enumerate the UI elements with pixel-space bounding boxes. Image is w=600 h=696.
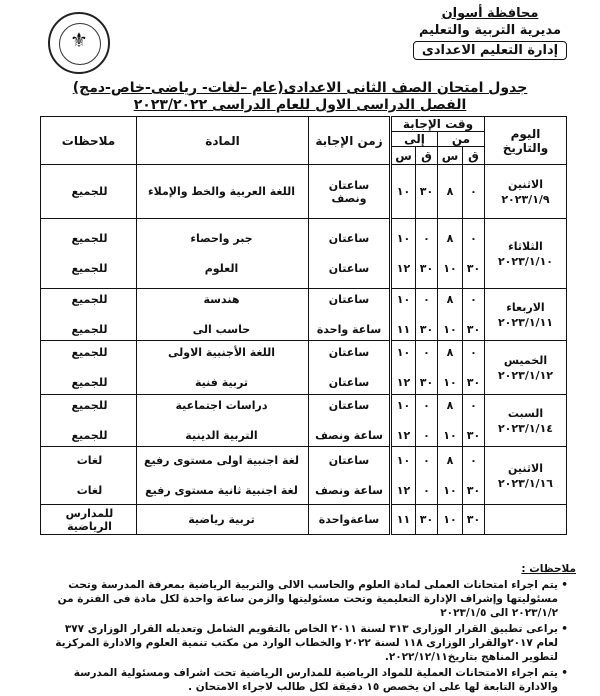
to-minute-cell <box>416 219 438 289</box>
from-minute-value: ٣٠ <box>466 428 481 442</box>
exam-date: ٢٠٢٣/١/١٤ <box>497 421 554 435</box>
notes-value: للجميع <box>71 322 108 336</box>
to-hour-value: ١٢ <box>396 428 411 442</box>
subject-value: اللغة العربية والخط والإملاء <box>147 185 296 198</box>
duration-value: ساعة واحدة <box>316 322 382 336</box>
day-date-cell <box>485 289 567 341</box>
notes-value: للجميع <box>71 398 108 412</box>
schedule-row <box>41 219 567 289</box>
subject-cell <box>137 289 309 341</box>
from-minute-value: ٣٠ <box>466 375 481 389</box>
notes-cell <box>41 289 137 341</box>
from-hour-value: ٨ <box>446 231 454 245</box>
to-minute-value: ٣٠ <box>419 185 434 198</box>
schedule-title <box>0 80 600 114</box>
to-minute-cell <box>416 165 438 219</box>
subject-cell <box>137 505 309 535</box>
from-minute-value: ٣٠ <box>466 261 481 275</box>
from-minute-cell <box>463 165 485 219</box>
notes-value: للجميع <box>71 185 108 198</box>
to-hour-value: ١١ <box>396 322 411 336</box>
from-minute-cell <box>463 447 485 505</box>
from-minute-cell <box>463 395 485 447</box>
header-day-date: اليوم والتاريخ <box>485 117 567 165</box>
subject-value: لغة اجنبية ثانية مستوى رفيع <box>145 483 298 497</box>
to-minute-value: ٣٠ <box>419 261 434 275</box>
day-date-cell <box>485 505 567 535</box>
header-duration: زمن الإجابة <box>309 117 391 165</box>
from-minute-cell <box>463 341 485 395</box>
from-minute-value: ٠ <box>470 292 477 306</box>
notes-cell <box>41 165 137 219</box>
notes-value: لغات <box>76 453 103 467</box>
exam-date: ٢٠٢٣/١/١٦ <box>497 476 554 490</box>
from-hour-value: ٨ <box>446 453 454 467</box>
notes-value: للجميع <box>71 345 108 359</box>
exam-date: ٢٠٢٣/١/١٠ <box>497 254 554 268</box>
from-hour-cell <box>438 289 463 341</box>
header-answer-time: وقت الإجابة <box>391 117 485 132</box>
duration-value: ساعتان <box>328 345 370 359</box>
day-date-cell <box>485 219 567 289</box>
subject-value: اللغة الأجنبية الاولى <box>167 345 276 359</box>
duration-value: ساعتان <box>328 261 370 275</box>
from-hour-value: ١٠ <box>443 375 457 389</box>
to-hour-value: ١٢ <box>396 483 411 497</box>
to-hour-value: ١٠ <box>396 231 411 245</box>
from-minute-value: ٠ <box>470 185 477 198</box>
exam-date: ٢٠٢٣/١/١٢ <box>497 368 554 382</box>
subject-cell <box>137 219 309 289</box>
schedule-title-line1: جدول امتحان الصف الثانى الاعدادى(عام –لغات- رياضى-خاص-دمج) <box>72 80 528 96</box>
to-minute-cell <box>416 395 438 447</box>
schedule-row <box>41 505 567 535</box>
header-to: إلى <box>391 132 438 147</box>
to-minute-value: ٠ <box>423 483 430 497</box>
subject-value: هندسة <box>203 292 240 306</box>
duration-cell <box>309 219 391 289</box>
header-from-minute: ق <box>463 147 485 165</box>
to-hour-cell <box>391 341 416 395</box>
notes-section <box>40 562 576 696</box>
duration-cell <box>309 341 391 395</box>
notes-value: للجميع <box>71 231 108 245</box>
to-minute-value: ٠ <box>423 231 430 245</box>
subject-value: العلوم <box>204 261 239 275</box>
to-hour-cell <box>391 395 416 447</box>
notes-value: للجميع <box>71 292 108 306</box>
to-minute-cell <box>416 505 438 535</box>
day-date-cell <box>485 395 567 447</box>
day-date-cell <box>485 341 567 395</box>
schedule-row <box>41 165 567 219</box>
to-hour-cell <box>391 289 416 341</box>
to-hour-value: ١٠ <box>396 345 411 359</box>
duration-cell <box>309 395 391 447</box>
day-name: الخميس <box>503 353 548 367</box>
schedule-row <box>41 289 567 341</box>
day-name: السبت <box>507 406 544 420</box>
day-date-cell <box>485 447 567 505</box>
subject-cell <box>137 447 309 505</box>
notes-cell <box>41 395 137 447</box>
duration-value: ساعتان <box>328 231 370 245</box>
from-hour-value: ١٠ <box>443 261 457 275</box>
duration-cell <box>309 505 391 535</box>
to-hour-value: ١٢ <box>396 375 411 389</box>
subject-value: جبر واحصاء <box>190 231 253 245</box>
notes-value: للجميع <box>71 375 108 389</box>
notes-cell <box>41 447 137 505</box>
from-hour-value: ١٠ <box>443 483 457 497</box>
from-minute-value: ٠ <box>470 398 477 412</box>
to-minute-cell <box>416 289 438 341</box>
note-item: • يراعى تطبيق القرار الوزارى ٣١٣ لسنة ٢٠١١ الخاص بالتقويم الشامل وتعديله القرار الوزارى ٣٧٧ لعام ٢٠١٧والقرار الوزارى ١١٨ لسنة ٢٠٢٢ والخطاب الوارد من مكتب تنمية العلوم والادارة المركزية لتطوير المناهج بتاريخ٢٠٢٢/١٢/١١. <box>40 622 568 664</box>
duration-value: ساعةواحدة <box>318 513 380 526</box>
from-hour-value: ١٠ <box>443 428 457 442</box>
duration-value: ساعتان <box>328 453 370 467</box>
day-date-cell <box>485 165 567 219</box>
schedule-title-line2: الفصل الدراسى الاول للعام الدراسى ٢٠٢٣/٢٠٢٢ <box>133 97 467 113</box>
notes-value: للمدارس الرياضية <box>65 506 114 533</box>
to-minute-value: ٠ <box>423 453 430 467</box>
day-name: الاربعاء <box>506 300 545 314</box>
exam-date: ٢٠٢٣/١/١١ <box>497 315 554 329</box>
from-minute-value: ٠ <box>470 231 477 245</box>
exam-schedule-table <box>40 116 567 535</box>
from-hour-value: ٨ <box>446 185 454 198</box>
day-name: الثلاثاء <box>508 239 543 253</box>
from-hour-cell <box>438 341 463 395</box>
subject-cell <box>137 395 309 447</box>
from-hour-value: ٨ <box>446 398 454 412</box>
notes-cell <box>41 219 137 289</box>
document-header <box>390 6 590 60</box>
from-hour-value: ٨ <box>446 292 454 306</box>
to-minute-value: ٠ <box>423 292 430 306</box>
eagle-emblem-icon: ⚜ <box>70 28 88 52</box>
to-minute-value: ٣٠ <box>419 513 434 526</box>
duration-cell <box>309 447 391 505</box>
to-minute-value: ٠ <box>423 345 430 359</box>
duration-value: ساعتان <box>328 398 370 412</box>
from-minute-value: ٣٠ <box>466 322 481 336</box>
duration-cell <box>309 165 391 219</box>
notes-value: لغات <box>76 483 103 497</box>
schedule-row <box>41 395 567 447</box>
subject-value: تربية رياضية <box>188 513 255 526</box>
ministry-seal <box>48 12 110 74</box>
header-subject: المادة <box>137 117 309 165</box>
to-hour-cell <box>391 505 416 535</box>
note-item: • يتم اجراء الامتحانات العملية للمواد الرياضية للمدارس الرياضية تحت اشراف ومسئولية المدرسة والادارة التابعة لها على ان يخصص ١٥ دقيقة لكل طالب لاجراء الامتحان . <box>40 666 568 694</box>
from-hour-cell <box>438 505 463 535</box>
subject-value: حاسب الى <box>192 322 251 336</box>
to-minute-value: ٣٠ <box>419 322 434 336</box>
from-hour-cell <box>438 395 463 447</box>
governorate-label: محافظة أسوان <box>441 6 539 21</box>
to-hour-value: ١٠ <box>396 398 411 412</box>
notes-value: للجميع <box>71 261 108 275</box>
from-hour-value: ٨ <box>446 345 454 359</box>
to-hour-value: ١٠ <box>396 453 411 467</box>
duration-cell <box>309 289 391 341</box>
from-hour-value: ١٠ <box>443 513 457 526</box>
notes-title: ملاحظات : <box>521 563 576 575</box>
to-minute-cell <box>416 341 438 395</box>
header-from: من <box>438 132 485 147</box>
schedule-row <box>41 447 567 505</box>
notes-cell <box>41 505 137 535</box>
to-hour-cell <box>391 219 416 289</box>
subject-value: دراسات اجتماعية <box>175 398 268 412</box>
to-minute-cell <box>416 447 438 505</box>
notes-cell <box>41 341 137 395</box>
duration-value: ساعتان ونصف <box>328 178 370 205</box>
header-to-minute: ق <box>416 147 438 165</box>
from-minute-cell <box>463 219 485 289</box>
administration-label: إدارة التعليم الاعدادى <box>413 41 567 60</box>
duration-value: ساعة ونصف <box>315 428 383 442</box>
schedule-row <box>41 341 567 395</box>
from-hour-value: ١٠ <box>443 322 457 336</box>
subject-value: لغة اجنبية اولى مستوى رفيع <box>143 453 300 467</box>
note-item: • يتم اجراء امتحانات العملى لمادة العلوم والحاسب الالى والتربية الرياضية بمعرفة المدرسة وتحت مسئوليتها وإشراف الإدارة التعليمية وتحت مسئوليتها والزمن ساعة واحدة لكل مادة فى الفترة من ٢٠٢٣/١/٢ الى ٢٠٢٣/١/٥ <box>40 578 568 620</box>
to-hour-cell <box>391 165 416 219</box>
duration-value: ساعة ونصف <box>315 483 383 497</box>
to-hour-value: ١١ <box>396 513 411 526</box>
to-minute-value: ٠ <box>423 398 430 412</box>
notes-list <box>40 578 576 694</box>
to-hour-value: ١٢ <box>396 261 411 275</box>
header-from-hour: س <box>438 147 463 165</box>
to-hour-value: ١٠ <box>396 292 411 306</box>
duration-value: ساعتان <box>328 292 370 306</box>
header-to-hour: س <box>391 147 416 165</box>
subject-cell <box>137 341 309 395</box>
header-notes: ملاحظات <box>41 117 137 165</box>
to-hour-value: ١٠ <box>396 185 411 198</box>
day-name: الاثنين <box>508 461 543 475</box>
subject-value: تربية فنية <box>195 375 248 389</box>
from-minute-value: ٠ <box>470 345 477 359</box>
to-minute-value: ٣٠ <box>419 375 434 389</box>
from-minute-cell <box>463 289 485 341</box>
day-name: الاثنين <box>508 177 543 191</box>
directorate-label: مديرية التربية والتعليم <box>418 23 562 38</box>
from-minute-value: ٠ <box>470 453 477 467</box>
from-hour-cell <box>438 165 463 219</box>
from-hour-cell <box>438 219 463 289</box>
subject-value: التربية الدينية <box>185 428 258 442</box>
from-minute-value: ٣٠ <box>466 513 481 526</box>
to-minute-value: ٠ <box>423 428 430 442</box>
notes-value: للجميع <box>71 428 108 442</box>
from-hour-cell <box>438 447 463 505</box>
to-hour-cell <box>391 447 416 505</box>
exam-date: ٢٠٢٣/١/٩ <box>501 192 550 206</box>
from-minute-cell <box>463 505 485 535</box>
subject-cell <box>137 165 309 219</box>
duration-value: ساعتان <box>328 375 370 389</box>
from-minute-value: ٣٠ <box>466 483 481 497</box>
